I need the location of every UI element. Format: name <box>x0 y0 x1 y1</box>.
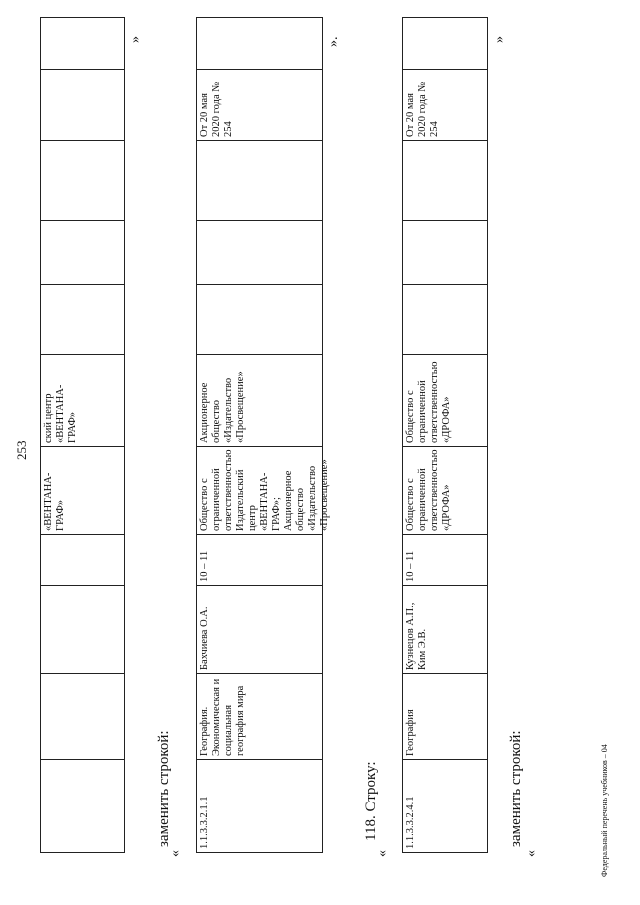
bot-cell-col7 <box>402 284 488 355</box>
open-quote-1: « <box>168 850 183 857</box>
top-cell-col7 <box>40 284 125 355</box>
close-quote-top: » <box>128 36 143 43</box>
item-118-heading: 118. Строку: <box>363 761 379 841</box>
bot-cell-code: 1.1.3.3.2.4.1 <box>402 759 488 853</box>
top-cell-publisher: «ВЕНТАНА-ГРАФ» <box>40 446 125 535</box>
top-cell-subject <box>40 673 125 760</box>
top-cell-rights-holder: ский центр «ВЕНТАНА-ГРАФ» <box>40 354 125 447</box>
mid-cell-code: 1.1.3.3.2.1.1 <box>196 759 323 853</box>
top-cell-grade <box>40 534 125 586</box>
mid-cell-col8 <box>196 220 323 285</box>
bot-cell-col8 <box>402 220 488 285</box>
top-cell-order <box>40 69 125 141</box>
replace-heading-1: заменить строкой: <box>156 730 172 847</box>
open-quote-2: « <box>375 850 390 857</box>
mid-cell-authors: Бахчиева О.А. <box>196 585 323 674</box>
close-quote-bottom: » <box>492 36 507 43</box>
bot-cell-order: От 20 мая 2020 года № 254 <box>402 69 488 141</box>
top-cell-col11 <box>40 17 125 70</box>
bot-cell-subject: География <box>402 673 488 760</box>
mid-cell-rights-holder: Акционерное общество «Издательство «Просвещение» <box>196 354 323 447</box>
bot-cell-grade: 10 – 11 <box>402 534 488 586</box>
top-cell-col8 <box>40 220 125 285</box>
mid-cell-col11 <box>196 17 323 70</box>
bot-cell-rights-holder: Общество с ограниченной ответственностью «ДРОФА» <box>402 354 488 447</box>
page-number: 253 <box>14 440 29 460</box>
mid-cell-grade: 10 – 11 <box>196 534 323 586</box>
replace-heading-2: заменить строкой: <box>508 730 524 847</box>
mid-cell-col7 <box>196 284 323 355</box>
top-cell-code <box>40 759 125 853</box>
top-cell-authors <box>40 585 125 674</box>
close-quote-middle: ». <box>326 36 341 47</box>
top-cell-col9 <box>40 140 125 221</box>
bot-cell-col9 <box>402 140 488 221</box>
footer-note: Федеральный перечень учебников – 04 <box>600 744 609 877</box>
mid-cell-order: От 20 мая 2020 года № 254 <box>196 69 323 141</box>
bot-cell-authors: Кузнецов А.П., Ким Э.В. <box>402 585 488 674</box>
mid-cell-col9 <box>196 140 323 221</box>
bot-cell-publisher: Общество с ограниченной ответственностью «ДРОФА» <box>402 446 488 535</box>
mid-cell-publisher: Общество с ограниченной ответственностью Издательский центр «ВЕНТАНА-ГРАФ»; Акционерное общество «Издательство «Просвещение» <box>196 446 323 535</box>
bot-cell-col11 <box>402 17 488 70</box>
open-quote-3: « <box>524 850 539 857</box>
mid-cell-subject: География. Экономическая и социальная география мира <box>196 673 323 760</box>
